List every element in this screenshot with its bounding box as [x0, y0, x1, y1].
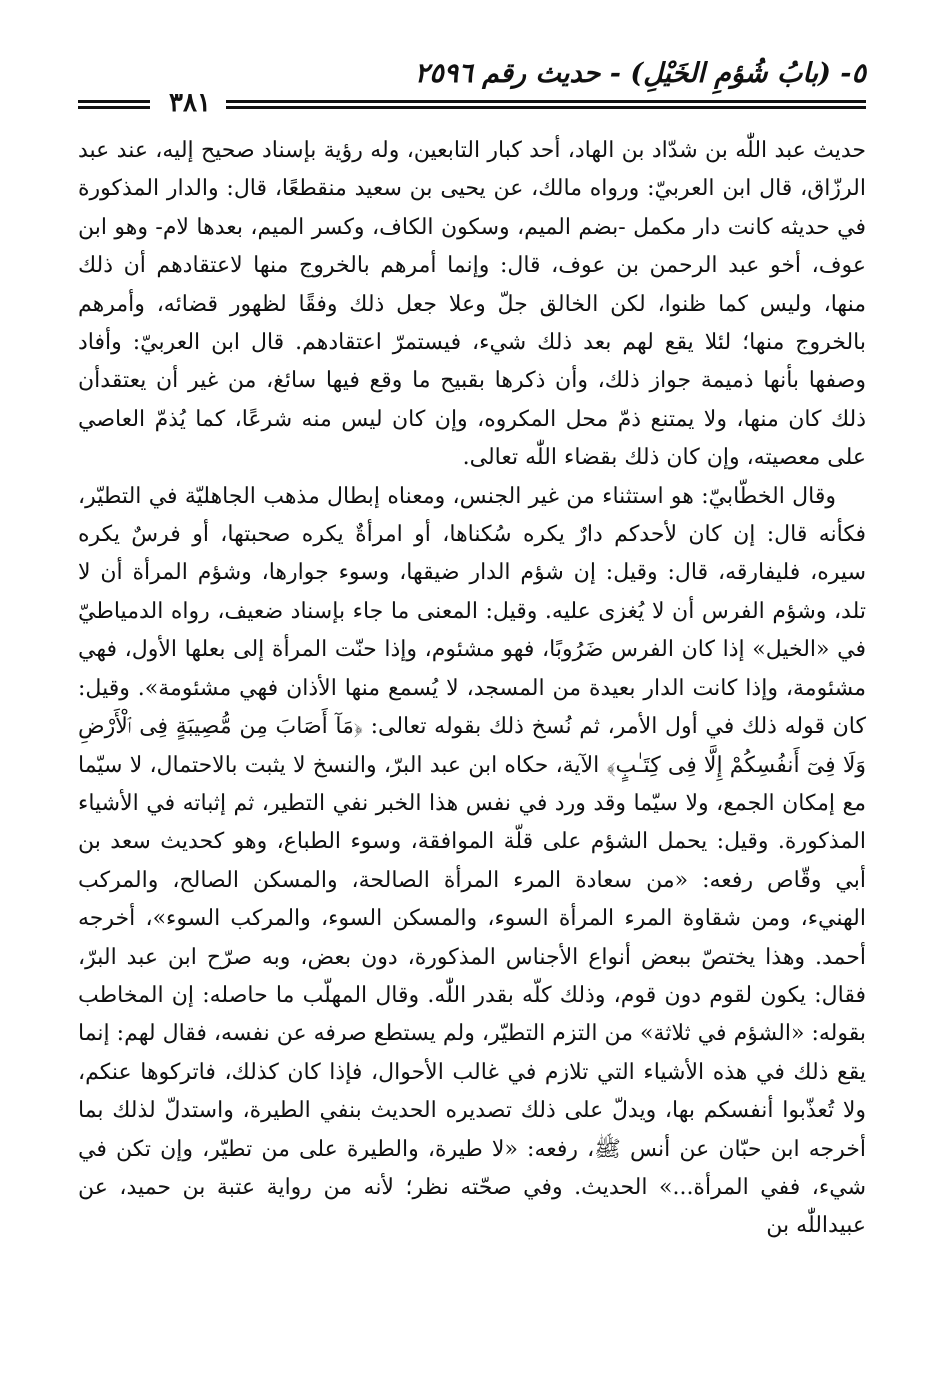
header-rule-right	[226, 100, 866, 112]
header-rule-left	[78, 100, 150, 112]
body-text	[78, 132, 866, 1246]
rule-line	[78, 106, 150, 109]
rule-line	[226, 100, 866, 103]
chapter-title: ٥- (بابُ شُؤمِ الخَيْلِ) - حديث رقم ٢٥٩٦	[414, 58, 866, 89]
rule-line	[78, 100, 150, 103]
page-number: ٣٨١	[169, 88, 211, 118]
rule-line	[226, 106, 866, 109]
paragraph-1: حديث عبد اللّٰه بن شدّاد بن الهاد، أحد كبار التابعين، وله رؤية بإسناد صحيح إليه، عند عبد الرزّاق، قال ابن العربيّ: ورواه مالك، عن يحيى بن سعيد منقطعًا، قال: والدار المذكورة في حديثه كانت دار مكمل -بضم الميم، وسكون الكاف، وكسر الميم، بعدها لام- وهو ابن عوف، أخو عبد الرحمن بن عوف، قال: وإنما أمرهم بالخروج منها لاعتقادهم أن ذلك منها، وليس كما ظنوا، لكن الخالق جلّ وعلا جعل ذلك وفقًا لظهور قضائه، وأمرهم بالخروج منها؛ لئلا يقع لهم بعد ذلك شيء، فيستمرّ اعتقادهم. قال ابن العربيّ: وأفاد وصفها بأنها ذميمة جواز ذلك، وأن ذكرها بقبيح ما وقع فيها سائغ، من غير أن يعتقدأن ذلك كان منها، ولا يمتنع ذمّ محل المكروه، وإن كان ليس منه شرعًا، كما يُذمّ العاصي على معصيته، وإن كان ذلك بقضاء اللّٰه تعالى.	[78, 138, 866, 471]
running-header	[78, 58, 866, 118]
paragraph-2: وقال الخطّابيّ: هو استثناء من غير الجنس، ومعناه إبطال مذهب الجاهليّة في التطيّر، فكأنه قال: إن كان لأحدكم دارٌ يكره سُكناها، أو امرأةٌ يكره صحبتها، أو فرسٌ يكره سيره، فليفارقه، قال: وقيل: إن شؤم الدار ضيقها، وسوء جوارها، وشؤم المرأة أن لا تلد، وشؤم الفرس أن لا يُغزى عليه. وقيل: المعنى ما جاء بإسناد ضعيف، رواه الدمياطيّ في «الخيل» إذا كان الفرس ضَرُوبًا، فهو مشئوم، وإذا حنّت المرأة إلى بعلها الأول، فهي مشئومة، وإذا كانت الدار بعيدة من المسجد، لا يُسمع منها الأذان فهي مشئومة». وقيل: كان قوله ذلك في أول الأمر، ثم نُسخ ذلك بقوله تعالى: ﴿مَآ أَصَابَ مِن مُّصِيبَةٍ فِى ٱلْأَرْضِ وَلَا فِىٓ أَنفُسِكُمْ إِلَّا فِى كِتَـٰبٍ﴾ الآية، حكاه ابن عبد البرّ، والنسخ لا يثبت بالاحتمال، لا سيّما مع إمكان الجمع، ولا سيّما وقد ورد في نفس هذا الخبر نفي التطير، ثم إثباته في الأشياء المذكورة. وقيل: يحمل الشؤم على قلّة الموافقة، وسوء الطباع، وهو كحديث سعد بن أبي وقّاص رفعه: «من سعادة المرء المرأة الصالحة، والمسكن الصالح، والمركب الهنيء، ومن شقاوة المرء المرأة السوء، والمسكن السوء، والمركب السوء»، أخرجه أحمد. وهذا يختصّ ببعض أنواع الأجناس المذكورة، دون بعض، وبه صرّح ابن عبد البرّ، فقال: يكون لقوم دون قوم، وذلك كلّه بقدر اللّٰه. وقال المهلّب ما حاصله: إن المخاطب بقوله: «الشؤم في ثلاثة» من التزم التطيّر، ولم يستطع صرفه عن نفسه، فقال لهم: إنما يقع ذلك في هذه الأشياء التي تلازم في غالب الأحوال، فإذا كان كذلك، فاتركوها عنكم، ولا تُعذّبوا أنفسكم بها، ويدلّ على ذلك تصديره الحديث بنفي الطيرة، واستدلّ لذلك بما أخرجه ابن حبّان عن أنس ﷺ، رفعه: «لا طيرة، والطيرة على من تطيّر، وإن تكن في شيء، ففي المرأة...» الحديث. وفي صحّته نظر؛ لأنه من رواية عتبة بن حميد، عن عبيداللّٰه بن	[78, 483, 866, 1239]
